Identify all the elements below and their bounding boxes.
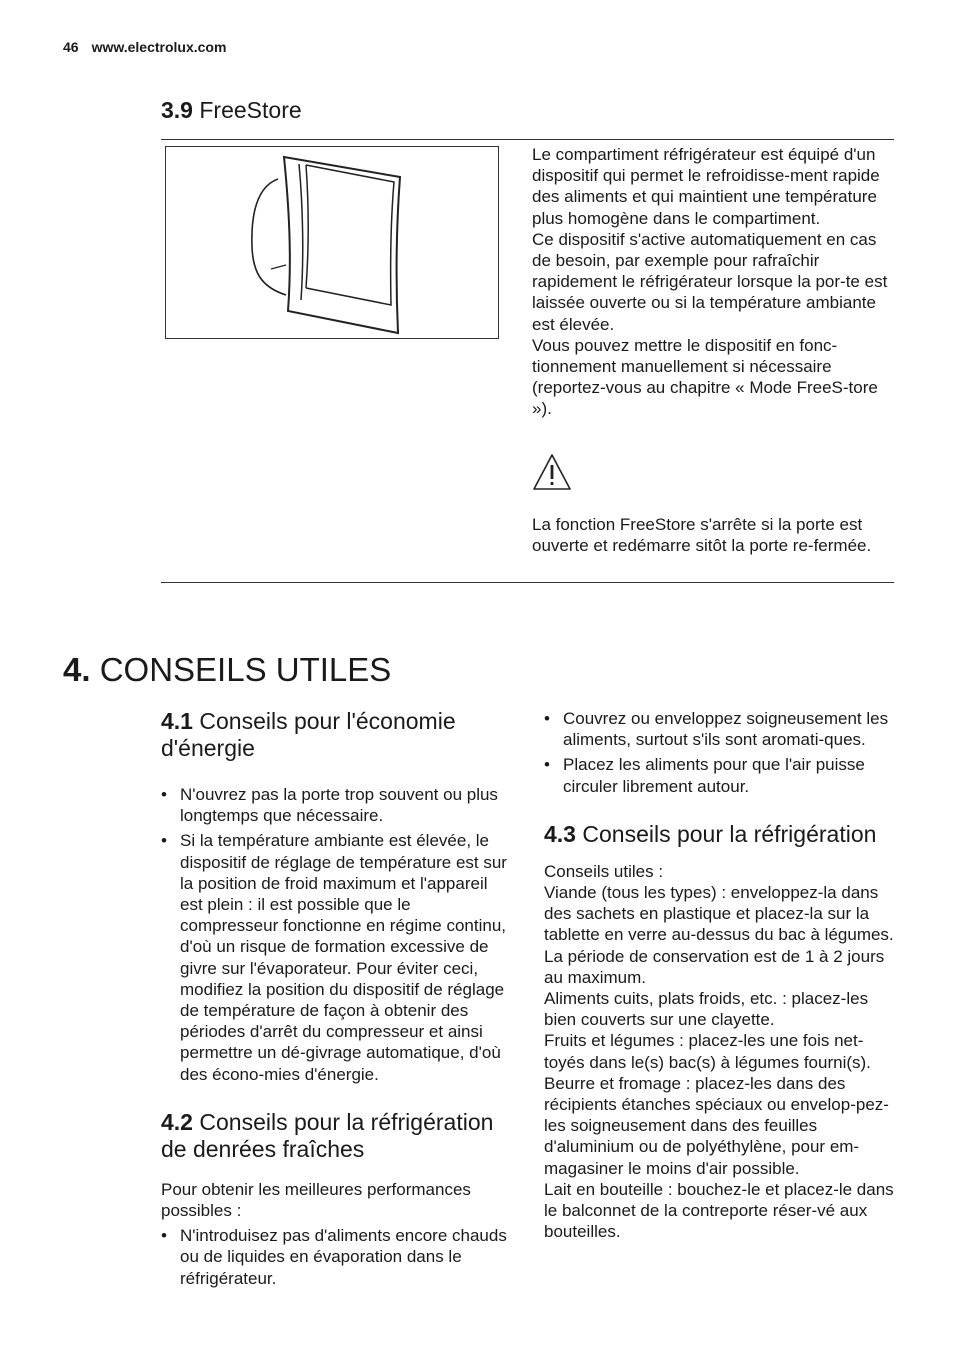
freestore-description bbox=[532, 144, 894, 420]
list-item-text: Si la température ambiante est élevée, le dispositif de réglage de température est sur la position de froid maximum et l'appareil est plein : il est possible que le compresseur fonctionne en régime continu, d'où un risque de formation excessive de givre sur l'évaporateur. Pour éviter ceci, modifiez la position du dispositif de réglage de température de façon à obtenir des périodes d'arrêt du compresseur et ainsi permettre un dé-givrage automatique, d'où des écono-mies d'énergie. bbox=[180, 831, 507, 1084]
section-title: Conseils pour la réfrigération bbox=[582, 820, 877, 847]
section-4-2-intro: Pour obtenir les meilleures performances possibles : bbox=[161, 1179, 471, 1221]
chapter-number: 4. bbox=[63, 651, 91, 688]
section-4-1-heading bbox=[161, 708, 511, 762]
warning-triangle-icon bbox=[532, 453, 572, 491]
right-column bbox=[544, 708, 896, 1242]
energy-tips-list bbox=[161, 784, 511, 1085]
section-3-9-heading bbox=[161, 97, 302, 124]
bullet-icon: • bbox=[544, 755, 550, 775]
refrigeration-tips bbox=[544, 861, 896, 1243]
paragraph: Ce dispositif s'active automatiquement en cas de besoin, par exemple pour rafraîchir rapidement le réfrigérateur lorsque la por-te est laissée ouverte ou si la température ambiante est élevée. bbox=[532, 229, 888, 334]
list-item-text: N'introduisez pas d'aliments encore chauds ou de liquides en évaporation dans le réfrigérateur. bbox=[180, 1226, 507, 1288]
list-item bbox=[161, 784, 511, 826]
bullet-icon: • bbox=[161, 1226, 167, 1246]
section-4-3-heading bbox=[544, 821, 896, 848]
section-number: 4.1 bbox=[161, 708, 193, 734]
bullet-icon: • bbox=[161, 831, 167, 851]
warning-paragraph: La fonction FreeStore s'arrête si la porte est ouverte et redémarre sitôt la porte re-fermée. bbox=[532, 515, 872, 556]
page-header bbox=[63, 39, 226, 55]
section-title: Conseils pour l'économie d'énergie bbox=[161, 708, 456, 761]
paragraph: Le compartiment réfrigérateur est équipé d'un dispositif qui permet le refroidisse-ment rapide des aliments et qui maintient une température plus homogène dans le compartiment. bbox=[532, 145, 880, 228]
list-item bbox=[544, 754, 896, 796]
paragraph: Conseils utiles : bbox=[544, 861, 664, 881]
chapter-title: CONSEILS UTILES bbox=[99, 651, 392, 688]
section-top-rule bbox=[161, 139, 894, 140]
section-number: 4.3 bbox=[544, 820, 576, 847]
list-item bbox=[544, 708, 896, 750]
fresh-food-tips-list-continued bbox=[544, 708, 896, 797]
freestore-illustration bbox=[165, 146, 499, 339]
section-4-2-heading bbox=[161, 1109, 511, 1163]
website-url[interactable]: www.electrolux.com bbox=[91, 39, 227, 55]
list-item-text: Placez les aliments pour que l'air puisse circuler librement autour. bbox=[563, 755, 865, 796]
page-number: 46 bbox=[63, 39, 79, 55]
list-item bbox=[161, 1225, 511, 1289]
list-item bbox=[161, 830, 511, 1084]
paragraph: Fruits et légumes : placez-les une fois net-toyés dans le(s) bac(s) à légumes fourni(s). bbox=[544, 1031, 871, 1072]
paragraph: Vous pouvez mettre le dispositif en fonc-tionnement manuellement si nécessaire (reportez-vous au chapitre « Mode FreeS-tore »). bbox=[532, 335, 878, 419]
section-number: 4.2 bbox=[161, 1108, 193, 1135]
paragraph: Beurre et fromage : placez-les dans des récipients étanches spéciaux ou envelop-pez-les soigneusement dans des feuilles d'aluminium ou de polyéthylène, pour em-magasiner le moins d'air possible. bbox=[544, 1073, 889, 1178]
section-bottom-rule bbox=[161, 582, 894, 583]
fresh-food-tips-list bbox=[161, 1225, 511, 1289]
section-title: Conseils pour la réfrigération de denrées fraîches bbox=[161, 1108, 494, 1162]
warning-text bbox=[532, 514, 894, 556]
paragraph: Aliments cuits, plats froids, etc. : placez-les bien couverts sur une clayette. bbox=[544, 989, 869, 1030]
section-number: 3.9 bbox=[161, 97, 193, 123]
bullet-icon: • bbox=[544, 709, 550, 728]
list-item-text: N'ouvrez pas la porte trop souvent ou plus longtemps que nécessaire. bbox=[180, 785, 498, 826]
paragraph: Lait en bouteille : bouchez-le et placez-le dans le balconnet de la contreporte réser-vé aux bouteilles. bbox=[544, 1179, 894, 1242]
paragraph: La période de conservation est de 1 à 2 jours au maximum. bbox=[544, 946, 885, 987]
paragraph: Viande (tous les types) : enveloppez-la dans des sachets en plastique et placez-la sur la tablette en verre au-dessus du bac à légumes. bbox=[544, 883, 894, 945]
list-item-text: Couvrez ou enveloppez soigneusement les aliments, surtout s'ils sont aromati-ques. bbox=[563, 709, 889, 750]
bullet-icon: • bbox=[161, 785, 167, 804]
chapter-heading bbox=[63, 651, 391, 689]
freestore-fan-drawing bbox=[166, 147, 498, 338]
left-column bbox=[161, 708, 511, 1293]
section-title: FreeStore bbox=[199, 97, 302, 123]
